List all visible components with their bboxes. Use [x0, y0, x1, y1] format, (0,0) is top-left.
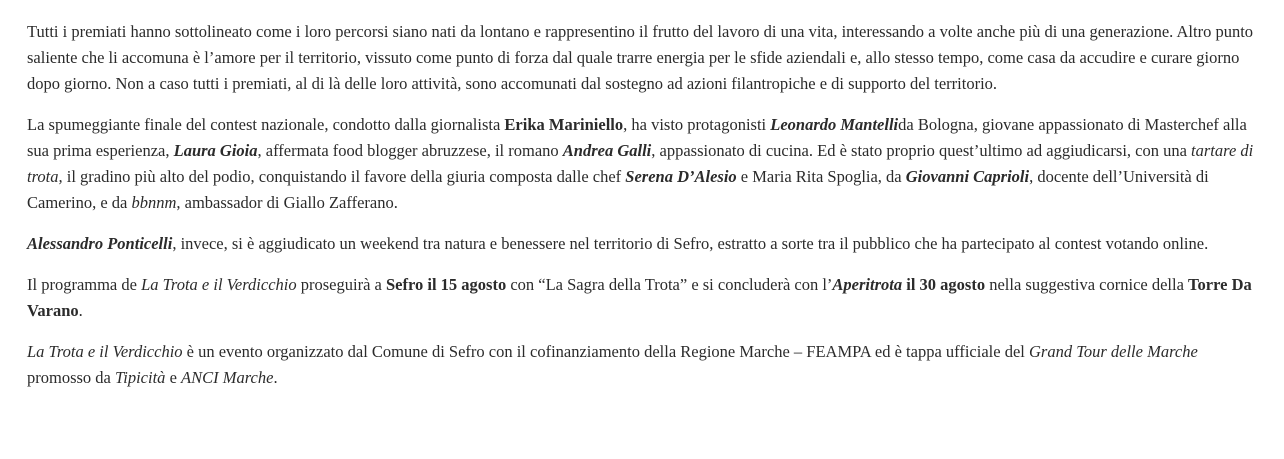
event-date: il 30 agosto [902, 275, 986, 294]
text-segment: è un evento organizzato dal Comune di Sefro con il cofinanziamento della Regione Marche – FEAMPA ed è tappa ufficiale del [182, 342, 1029, 361]
paragraph-text: Tutti i premiati hanno sottolineato come i loro percorsi siano nati da lontano e rappresentino il frutto del lavoro di una vita, interessando a volte anche più di una generazione. Altro punto saliente che li accomuna è l’amore per il territorio, vissuto come punto di forza dal quale trarre energia per le sfide aziendali e, allo stesso tempo, come casa da accudire e curare giorno dopo giorno. Non a caso tutti i premiati, al di là delle loro attività, sono accomunati dal sostegno ad azioni filantropiche e di supporto del territorio. [27, 22, 1254, 93]
text-segment: . [273, 368, 278, 387]
text-segment: , docente dell’Università di Camerino, e da [27, 167, 1209, 212]
text-segment: e [165, 368, 182, 387]
paragraph-awardees [27, 19, 1266, 97]
winning-dish: tartare di trota, [27, 141, 1254, 186]
paragraph-organizers [27, 339, 1266, 391]
event-name: La Trota e il Verdicchio [141, 275, 297, 294]
text-segment: , ambassador di Giallo Zafferano. [176, 193, 398, 212]
text-segment: e Maria Rita Spoglia, da [736, 167, 906, 186]
text-segment: , affermata food blogger abruzzese, il romano [257, 141, 563, 160]
host-name: Erika Mariniello [504, 115, 624, 134]
text-segment: proseguirà a [296, 275, 386, 294]
organizer-name: ANCI Marche [181, 368, 274, 387]
text-segment: da Bologna, giovane appassionato di Masterchef alla sua prima esperienza, [27, 115, 1247, 160]
text-segment: , ha visto protagonisti [623, 115, 771, 134]
judge-name: bbnnm [131, 193, 177, 212]
organizer-name: Tipicità [115, 368, 166, 387]
text-segment: La spumeggiante finale del contest nazionale, condotto dalla giornalista [27, 115, 505, 134]
text-segment: , invece, si è aggiudicato un weekend tra natura e benessere nel territorio di Sefro, estratto a sorte tra il pubblico che ha partecipato al contest votando online. [172, 234, 1209, 253]
finalist-name: Laura Gioia [173, 141, 258, 160]
text-segment: con “La Sagra della Trota” e si concluderà con l’ [506, 275, 833, 294]
prize-winner-name: Alessandro Ponticelli [27, 234, 173, 253]
tour-name: Grand Tour delle Marche [1028, 342, 1198, 361]
text-segment: . [78, 301, 83, 320]
judge-name: Giovanni Caprioli [905, 167, 1030, 186]
text-segment: il gradino più alto del podio, conquistando il favore della giuria composta dalle chef [62, 167, 626, 186]
paragraph-contest-final [27, 112, 1266, 216]
event-date: Sefro il 15 agosto [385, 275, 507, 294]
winner-name: Andrea Galli [562, 141, 652, 160]
text-segment: promosso da [27, 368, 115, 387]
text-segment: Il programma de [27, 275, 142, 294]
paragraph-program [27, 272, 1266, 324]
event-name: La Trota e il Verdicchio [27, 342, 183, 361]
paragraph-public-prize [27, 231, 1266, 257]
text-segment: , appassionato di cucina. Ed è stato proprio quest’ultimo ad aggiudicarsi, con una [651, 141, 1192, 160]
aperitrota-name: Aperitrota [832, 275, 903, 294]
finalist-name: Leonardo Mantelli [770, 115, 899, 134]
judge-name: Serena D’Alesio [625, 167, 737, 186]
text-segment: nella suggestiva cornice della [985, 275, 1189, 294]
venue-name: Torre Da Varano [27, 275, 1252, 320]
